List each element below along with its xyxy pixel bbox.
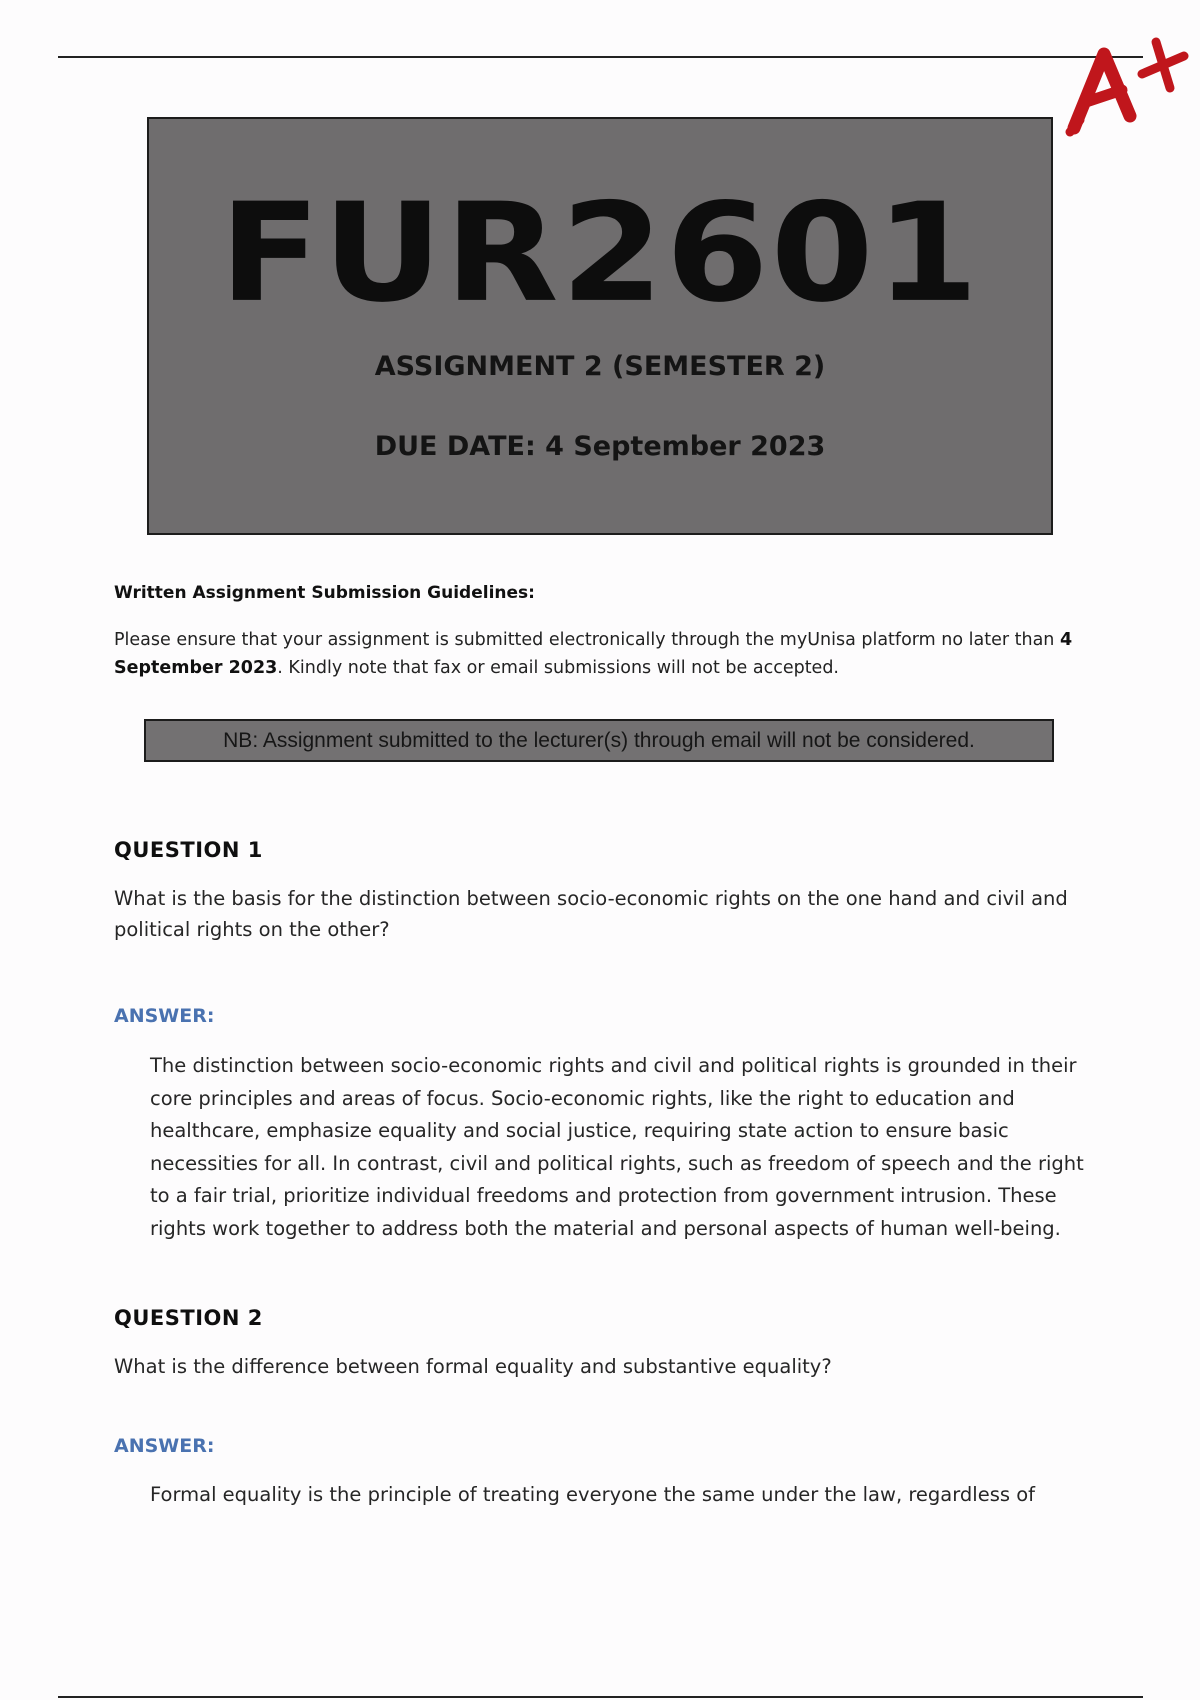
assignment-title: ASSIGNMENT 2 (SEMESTER 2) [374, 351, 826, 382]
question-1-heading: QUESTION 1 [114, 838, 263, 862]
question-2-heading: QUESTION 2 [114, 1306, 263, 1330]
course-code: FUR2601 [219, 173, 981, 333]
nb-notice: NB: Assignment submitted to the lecturer(s) through email will not be considered. [144, 719, 1054, 762]
guidelines-text [114, 626, 1084, 682]
top-rule [58, 56, 1143, 58]
due-date: DUE DATE: 4 September 2023 [374, 431, 826, 462]
question-2-answer-label: ANSWER: [114, 1435, 215, 1457]
bottom-rule [58, 1696, 1143, 1698]
title-box [147, 117, 1053, 535]
guidelines-heading: Written Assignment Submission Guidelines: [114, 583, 535, 603]
question-2-answer: Formal equality is the principle of treating everyone the same under the law, regardless of [150, 1483, 1036, 1506]
guidelines-text-start: Please ensure that your assignment is submitted electronically through the myUnisa platform no later than [114, 630, 1060, 650]
question-2-text: What is the difference between formal equality and substantive equality? [114, 1355, 832, 1378]
guidelines-deadline: 4 September 2023 [114, 630, 1073, 678]
question-1-answer: The distinction between socio-economic rights and civil and political rights is grounded in their core principles and areas of focus. Socio-economic rights, like the right to education and healthcare, emphasize equality and social justice, requiring state action to ensure basic necessities for all. In contrast, civil and political rights, such as freedom of speech and the right to a fair trial, prioritize individual freedoms and protection from government intrusion. These rights work together to address both the material and personal aspects of human well-being. [150, 1054, 1084, 1240]
question-1-text: What is the basis for the distinction between socio-economic rights on the one hand and civil and political rights on the other? [114, 887, 1068, 941]
grade-stamp [1060, 28, 1190, 138]
question-1-answer-label: ANSWER: [114, 1005, 215, 1027]
guidelines-text-end: . Kindly note that fax or email submissions will not be accepted. [277, 658, 839, 678]
